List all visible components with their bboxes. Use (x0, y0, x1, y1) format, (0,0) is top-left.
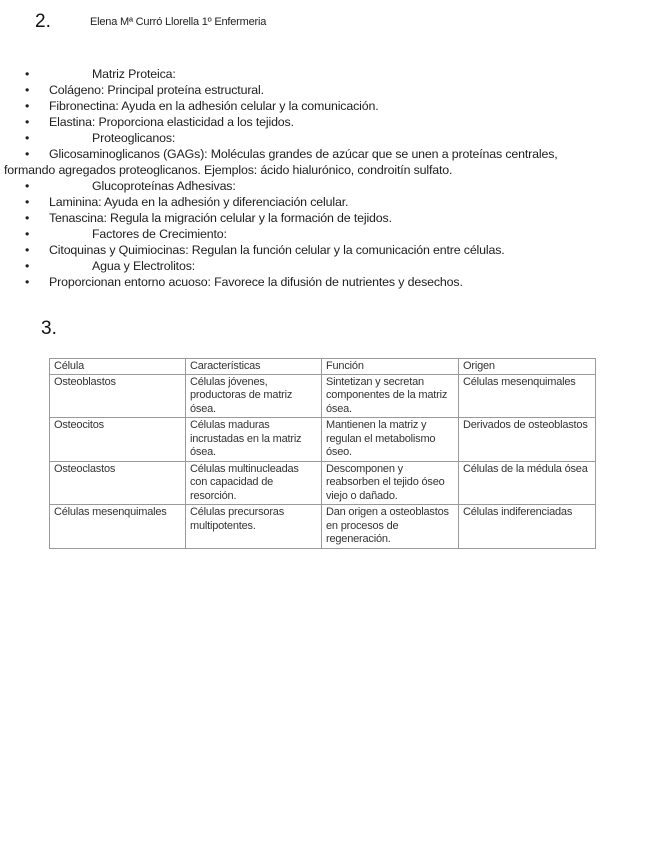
table-cell: Células jóvenes, productoras de matriz ósea. (186, 374, 322, 418)
list-item-text: Agua y Electrolitos: (92, 259, 196, 273)
table-cell: Sintetizan y secretan componentes de la matriz ósea. (322, 374, 459, 418)
list-item-text: Proporcionan entorno acuoso: Favorece la difusión de nutrientes y desechos. (49, 275, 463, 289)
bullet-icon: • (25, 83, 30, 97)
table-cell: Células indiferenciadas (459, 505, 596, 549)
list-item (0, 114, 640, 130)
list-item (0, 82, 640, 98)
table-cell: Osteocitos (50, 418, 186, 462)
table-header-cell: Célula (50, 359, 186, 375)
list-heading (0, 178, 640, 194)
bullet-list (0, 66, 640, 290)
list-heading (0, 66, 640, 82)
bullet-icon: • (25, 67, 30, 81)
table-cell: Mantienen la matriz y regulan el metabolismo óseo. (322, 418, 459, 462)
list-item-text: Glucoproteínas Adhesivas: (92, 179, 236, 193)
table-header-cell: Origen (459, 359, 596, 375)
list-item-text: Citoquinas y Quimiocinas: Regulan la función celular y la comunicación entre células. (49, 243, 505, 257)
table-header-row (50, 359, 596, 375)
bullet-icon: • (25, 195, 30, 209)
bullet-icon: • (25, 211, 30, 225)
table-cell: Células mesenquimales (459, 374, 596, 418)
table-cell: Células multinucleadas con capacidad de resorción. (186, 461, 322, 505)
table-cell: Dan origen a osteoblastos en procesos de regeneración. (322, 505, 459, 549)
list-heading (0, 258, 640, 274)
list-heading (0, 130, 640, 146)
table-cell: Derivados de osteoblastos (459, 418, 596, 462)
table-cell: Osteoclastos (50, 461, 186, 505)
list-item-text: Factores de Crecimiento: (92, 227, 227, 241)
list-item (0, 242, 640, 258)
table-header-cell: Características (186, 359, 322, 375)
table-row (50, 374, 596, 418)
list-item-text: Glicosaminoglicanos (GAGs): Moléculas grandes de azúcar que se unen a proteínas centrales, (49, 147, 558, 161)
table-row (50, 505, 596, 549)
author-line: Elena Mª Curró Llorella 1º Enfermeria (90, 16, 267, 28)
list-item-text: Tenascina: Regula la migración celular y la formación de tejidos. (49, 211, 392, 225)
table-cell: Osteoblastos (50, 374, 186, 418)
list-item (0, 194, 640, 210)
table-cell: Descomponen y reabsorben el tejido óseo viejo o dañado. (322, 461, 459, 505)
bullet-icon: • (25, 131, 30, 145)
bullet-icon: • (25, 115, 30, 129)
bullet-icon: • (25, 275, 30, 289)
list-item-text: Colágeno: Principal proteína estructural. (49, 83, 264, 97)
section-2-number: 2. (35, 11, 51, 32)
table-row (50, 418, 596, 462)
table-header-cell: Función (322, 359, 459, 375)
list-item-text: Matriz Proteica: (92, 67, 176, 81)
list-item-text: Elastina: Proporciona elasticidad a los tejidos. (49, 115, 294, 129)
list-item-text: Laminina: Ayuda en la adhesión y diferenciación celular. (49, 195, 349, 209)
list-item (0, 146, 640, 162)
bullet-icon: • (25, 243, 30, 257)
table-cell: Células maduras incrustadas en la matriz ósea. (186, 418, 322, 462)
list-heading (0, 226, 640, 242)
list-item (0, 210, 640, 226)
table-cell: Células de la médula ósea (459, 461, 596, 505)
section-3-number: 3. (41, 318, 57, 339)
bullet-icon: • (25, 147, 30, 161)
bullet-icon: • (25, 259, 30, 273)
bone-cells-table (49, 358, 596, 549)
list-item-text: Fibronectina: Ayuda en la adhesión celular y la comunicación. (49, 99, 379, 113)
bullet-icon: • (25, 227, 30, 241)
table-cell: Células mesenquimales (50, 505, 186, 549)
table-row (50, 461, 596, 505)
list-item (0, 98, 640, 114)
table-cell: Células precursoras multipotentes. (186, 505, 322, 549)
list-item-continuation: formando agregados proteoglicanos. Ejemplos: ácido hialurónico, condroitín sulfato. (4, 163, 453, 177)
bullet-icon: • (25, 179, 30, 193)
list-item (0, 274, 640, 290)
list-item-text: Proteoglicanos: (92, 131, 176, 145)
bullet-icon: • (25, 99, 30, 113)
